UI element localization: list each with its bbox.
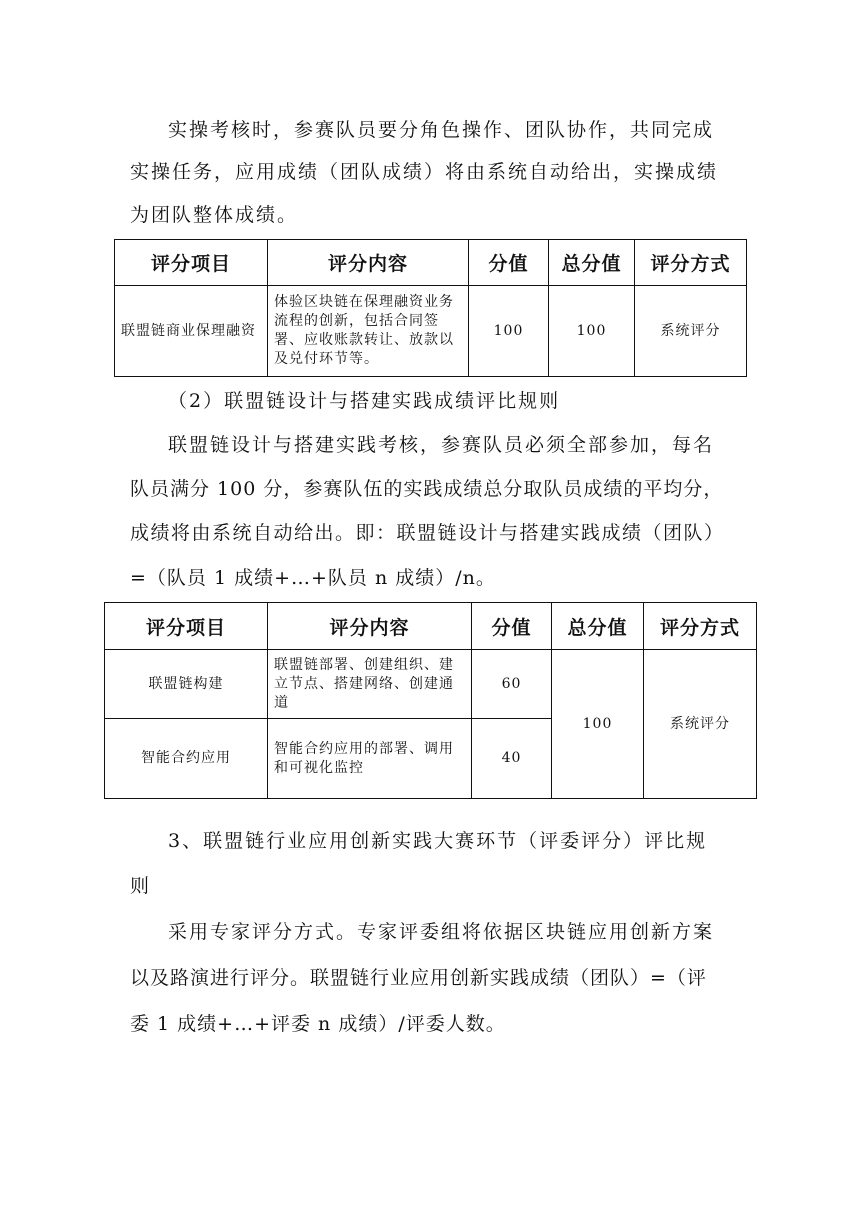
section3-heading-line2: 则 (130, 875, 152, 897)
paragraph1-line1: 实操考核时，参赛队员要分角色操作、团队协作，共同完成 (168, 119, 715, 141)
table-row (115, 286, 747, 377)
section2-line2: 队员满分 100 分，参赛队伍的实践成绩总分取队员成绩的平均分， (130, 478, 724, 500)
table2-cell-method: 系统评分 (644, 650, 757, 799)
table1-header-item: 评分项目 (115, 240, 268, 286)
section2-line4: =（队员 1 成绩+…+队员 n 成绩）/n。 (130, 567, 496, 589)
table1-cell-content: 体验区块链在保理融资业务流程的创新，包括合同签署、应收账款转让、放款以及兑付环节等。 (268, 286, 469, 377)
table1-cell-method: 系统评分 (635, 286, 747, 377)
section3-line3: 委 1 成绩+…+评委 n 成绩）/评委人数。 (130, 1013, 506, 1035)
table1-header-row (115, 240, 747, 286)
table2-header-total: 总分值 (552, 603, 644, 650)
section2-line3: 成绩将由系统自动给出。即：联盟链设计与搭建实践成绩（团队） (130, 522, 725, 544)
table2-cell-total: 100 (552, 650, 644, 799)
table2-header-content: 评分内容 (268, 603, 472, 650)
scoring-table-1 (114, 239, 747, 377)
table1-cell-total: 100 (549, 286, 635, 377)
table1-header-total: 总分值 (549, 240, 635, 286)
table1-header-content: 评分内容 (268, 240, 469, 286)
table2-header-row (105, 603, 757, 650)
table2-header-score: 分值 (472, 603, 552, 650)
scoring-table-2 (104, 602, 757, 799)
table1-cell-item: 联盟链商业保理融资 (115, 286, 268, 377)
table1-header-score: 分值 (469, 240, 549, 286)
table1-cell-score: 100 (469, 286, 549, 377)
table2-cell-item-2: 智能合约应用 (105, 719, 268, 799)
section3-line1: 采用专家评分方式。专家评委组将依据区块链应用创新方案 (168, 921, 715, 943)
table-row (105, 650, 757, 719)
paragraph1-line2: 实操任务，应用成绩（团队成绩）将由系统自动给出，实操成绩 (130, 161, 719, 183)
section3-heading-line1: 3、联盟链行业应用创新实践大赛环节（评委评分）评比规 (168, 830, 708, 852)
section2-heading: （2）联盟链设计与搭建实践成绩评比规则 (168, 390, 561, 412)
section2-line1: 联盟链设计与搭建实践考核，参赛队员必须全部参加，每名 (168, 434, 715, 456)
table2-header-item: 评分项目 (105, 603, 268, 650)
section3-line2: 以及路演进行评分。联盟链行业应用创新实践成绩（团队）=（评 (130, 967, 707, 989)
table2-header-method: 评分方式 (644, 603, 757, 650)
table2-cell-score-1: 60 (472, 650, 552, 719)
table2-cell-content-1: 联盟链部署、创建组织、建立节点、搭建网络、创建通道 (268, 650, 472, 719)
table2-cell-score-2: 40 (472, 719, 552, 799)
table1-header-method: 评分方式 (635, 240, 747, 286)
table2-cell-item-1: 联盟链构建 (105, 650, 268, 719)
table2-cell-content-2: 智能合约应用的部署、调用和可视化监控 (268, 719, 472, 799)
paragraph1-line3: 为团队整体成绩。 (130, 204, 299, 226)
